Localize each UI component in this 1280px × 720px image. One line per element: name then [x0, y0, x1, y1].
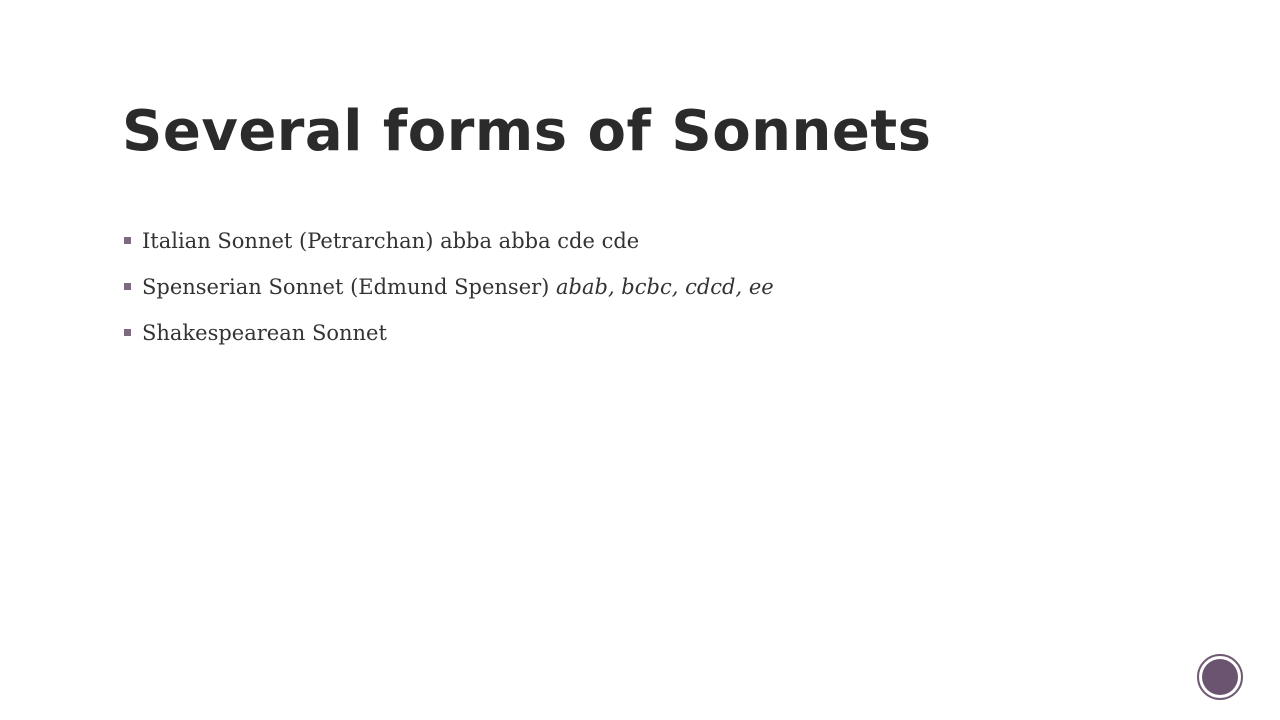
square-bullet-icon [124, 283, 131, 290]
bullet-text: Spenserian Sonnet (Edmund Spenser) [142, 275, 557, 299]
slide-number-badge-icon [1197, 654, 1243, 700]
square-bullet-icon [124, 237, 131, 244]
bullet-text: Shakespearean Sonnet [142, 321, 387, 345]
square-bullet-icon [124, 329, 131, 336]
bullet-list [122, 222, 774, 360]
bullet-item [122, 268, 774, 314]
bullet-rhyme-scheme: abab, bcbc, cdcd, ee [556, 275, 774, 299]
slide-title: Several forms of Sonnets [122, 99, 932, 164]
bullet-text: Italian Sonnet (Petrarchan) abba abba cde cde [142, 229, 640, 253]
bullet-item [122, 222, 774, 268]
badge-fill [1202, 659, 1238, 695]
bullet-item [122, 314, 774, 360]
